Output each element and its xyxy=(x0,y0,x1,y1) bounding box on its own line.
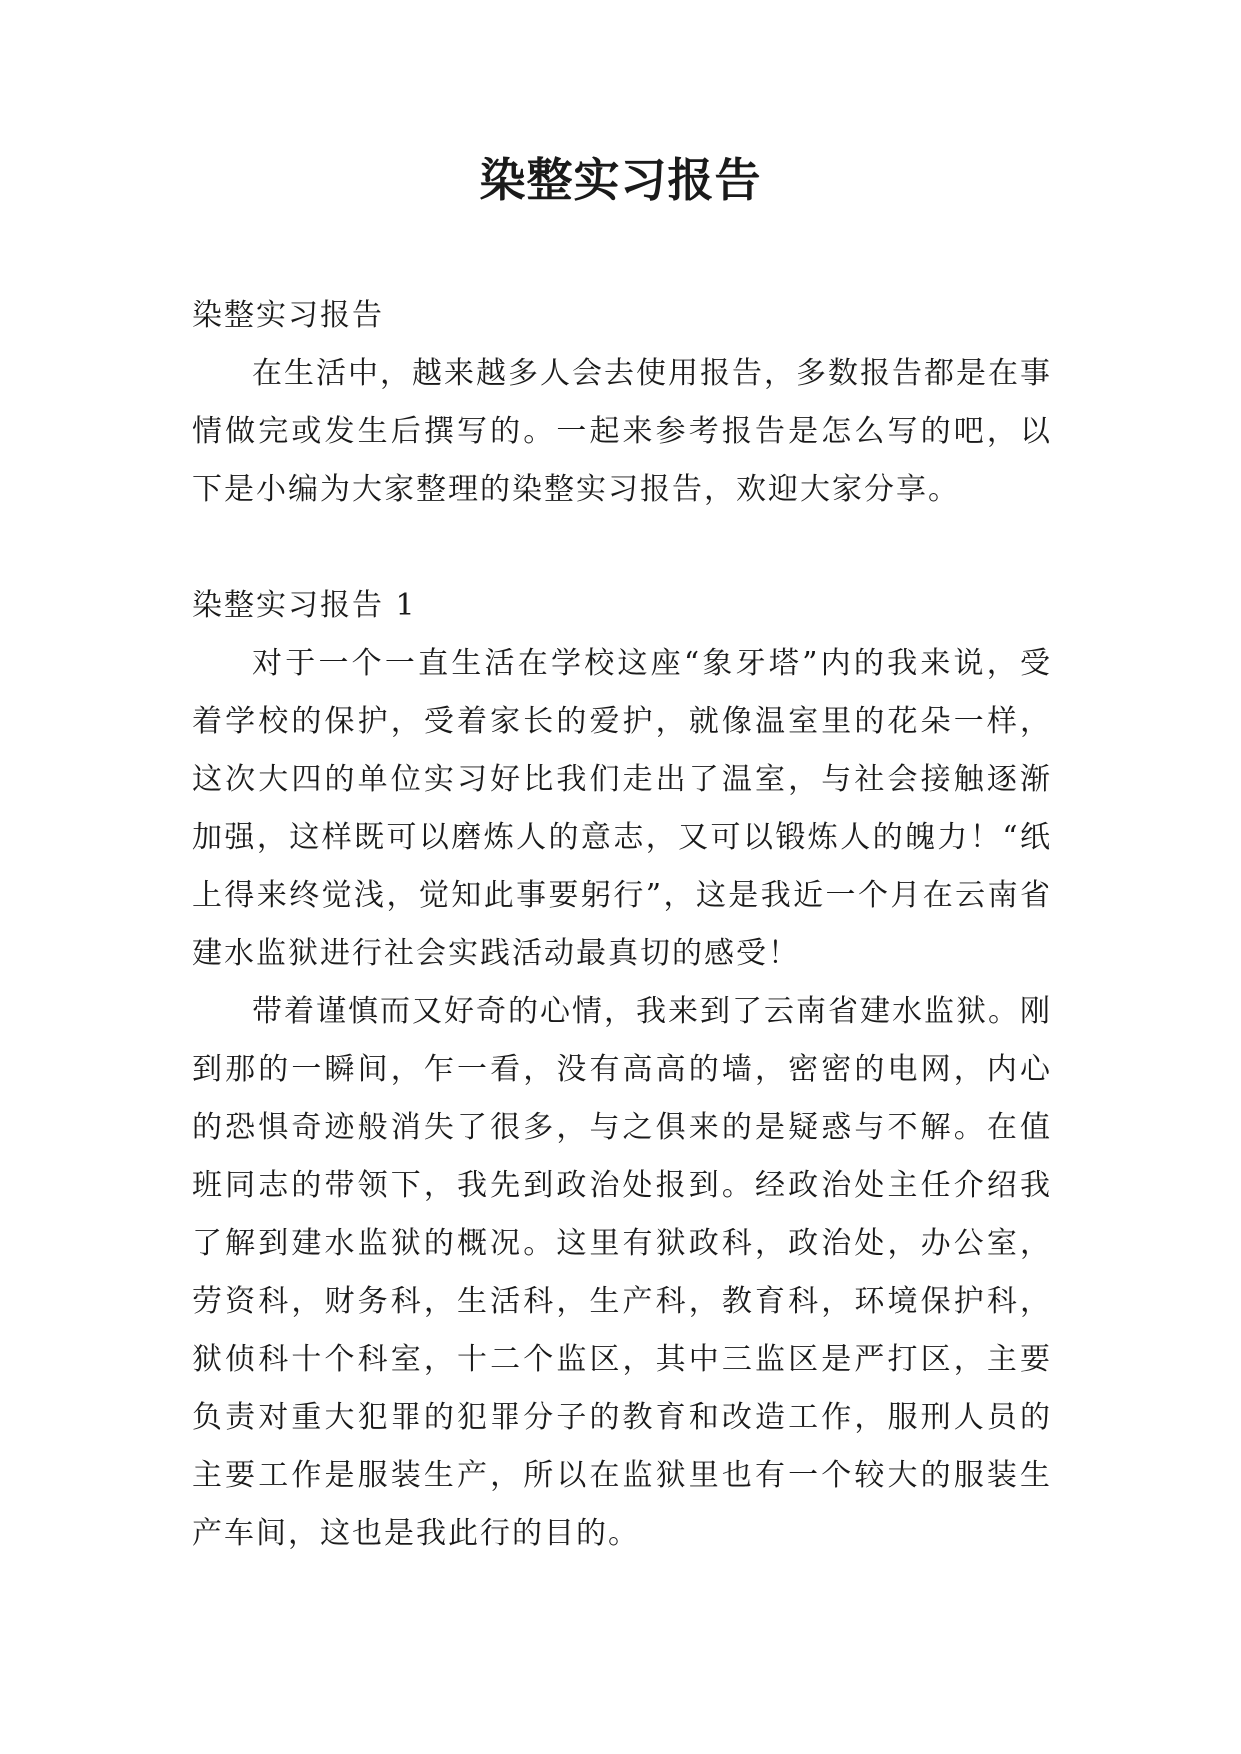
section-spacer xyxy=(192,519,1052,577)
intro-heading: 染整实习报告 xyxy=(192,298,384,333)
section-heading: 染整实习报告 1 xyxy=(192,588,417,623)
document-body xyxy=(192,287,1052,1563)
intro-paragraph: 在生活中，越来越多人会去使用报告，多数报告都是在事情做完或发生后撰写的。一起来参考报告是怎么写的吧，以下是小编为大家整理的染整实习报告，欢迎大家分享。 xyxy=(192,356,1052,507)
document-title: 染整实习报告 xyxy=(479,153,762,207)
body-paragraph: 对于一个一直生活在学校这座“象牙塔”内的我来说，受着学校的保护，受着家长的爱护，就像温室里的花朵一样，这次大四的单位实习好比我们走出了温室，与社会接触逐渐加强，这样既可以磨炼人的意志，又可以锻炼人的魄力！“纸上得来终觉浅，觉知此事要躬行”，这是我近一个月在云南省建水监狱进行社会实践活动最真切的感受！ xyxy=(192,646,1052,971)
body-paragraph: 带着谨慎而又好奇的心情，我来到了云南省建水监狱。刚到那的一瞬间，乍一看，没有高高的墙，密密的电网，内心的恐惧奇迹般消失了很多，与之俱来的是疑惑与不解。在值班同志的带领下，我先到政治处报到。经政治处主任介绍我了解到建水监狱的概况。这里有狱政科，政治处，办公室，劳资科，财务科，生活科，生产科，教育科，环境保护科，狱侦科十个科室，十二个监区，其中三监区是严打区，主要负责对重大犯罪的犯罪分子的教育和改造工作，服刑人员的主要工作是服装生产，所以在监狱里也有一个较大的服装生产车间，这也是我此行的目的。 xyxy=(192,994,1052,1551)
